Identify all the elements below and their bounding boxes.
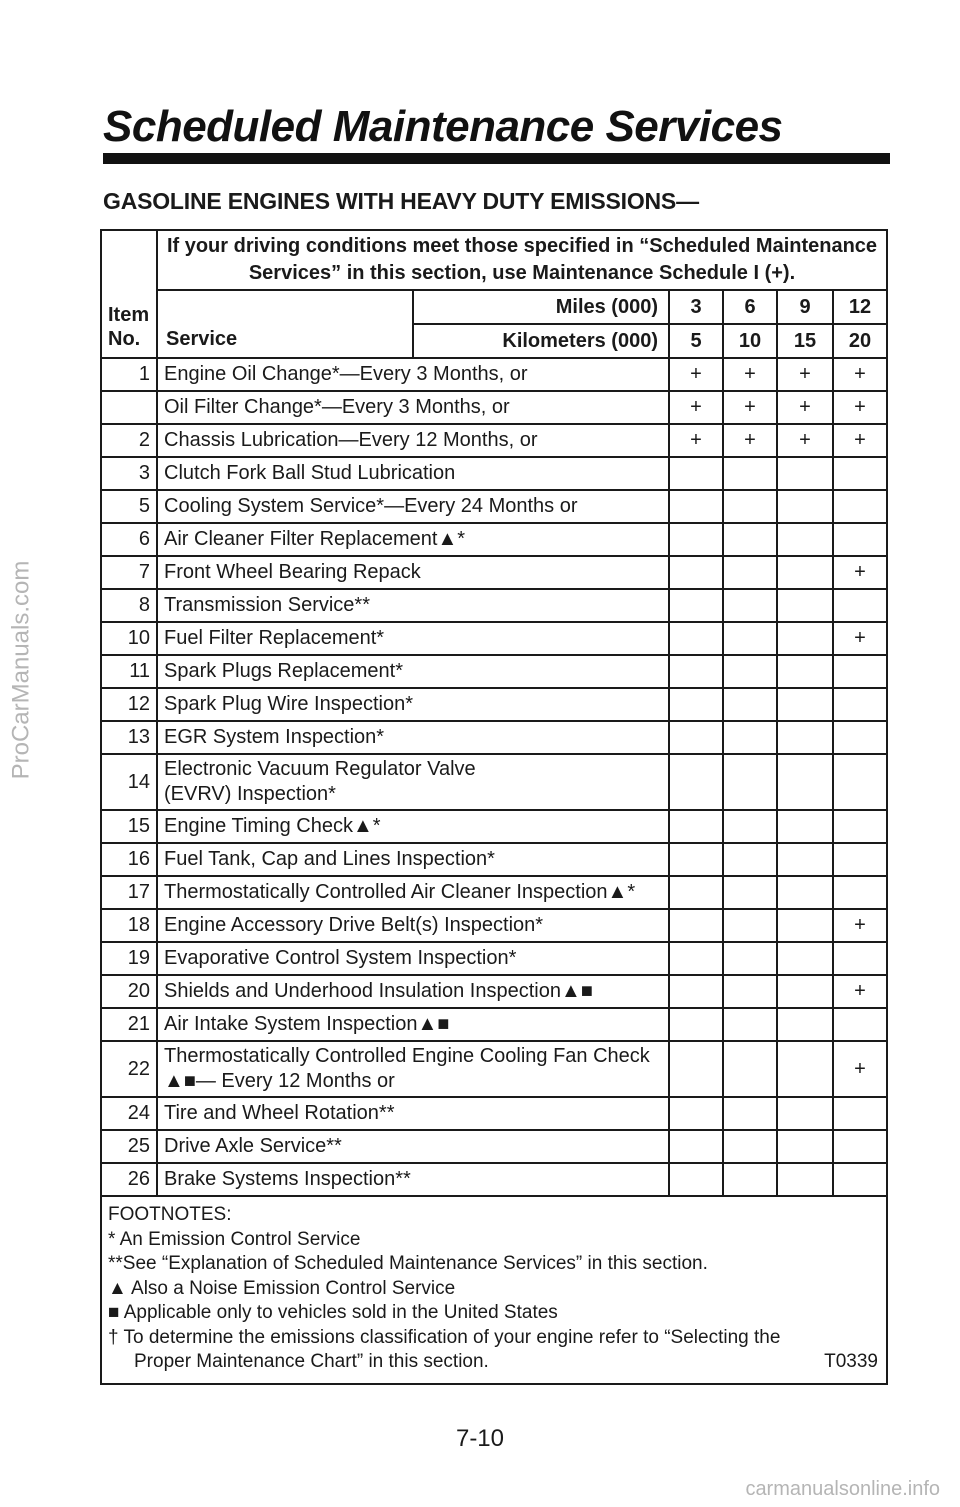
service-line: Air Cleaner Filter Replacement▲* bbox=[164, 528, 466, 550]
schedule-mark bbox=[723, 754, 777, 810]
schedule-mark: + bbox=[669, 424, 723, 457]
miles-interval: 9 bbox=[777, 290, 833, 324]
schedule-mark bbox=[777, 721, 833, 754]
schedule-mark bbox=[669, 490, 723, 523]
schedule-mark bbox=[777, 843, 833, 876]
schedule-mark bbox=[669, 909, 723, 942]
schedule-mark bbox=[723, 942, 777, 975]
service-line: Tire and Wheel Rotation** bbox=[164, 1102, 395, 1124]
table-row bbox=[101, 589, 887, 622]
table-row bbox=[101, 942, 887, 975]
item-number: 26 bbox=[101, 1163, 157, 1196]
schedule-mark bbox=[723, 909, 777, 942]
schedule-mark: + bbox=[833, 975, 887, 1008]
schedule-mark bbox=[723, 490, 777, 523]
schedule-mark: + bbox=[833, 391, 887, 424]
schedule-mark: + bbox=[669, 358, 723, 391]
service-description bbox=[157, 1130, 669, 1163]
schedule-mark bbox=[723, 622, 777, 655]
schedule-mark bbox=[723, 1130, 777, 1163]
schedule-mark bbox=[833, 721, 887, 754]
item-number: 17 bbox=[101, 876, 157, 909]
schedule-mark bbox=[669, 1008, 723, 1041]
schedule-mark bbox=[723, 1163, 777, 1196]
service-line: Evaporative Control System Inspection* bbox=[164, 947, 517, 969]
service-line: Front Wheel Bearing Repack bbox=[164, 561, 421, 583]
km-label: Kilometers (000) bbox=[413, 324, 669, 358]
schedule-mark bbox=[669, 975, 723, 1008]
schedule-mark bbox=[833, 810, 887, 843]
item-header-line1: Item bbox=[108, 304, 150, 326]
item-number: 16 bbox=[101, 843, 157, 876]
item-number: 24 bbox=[101, 1097, 157, 1130]
table-row bbox=[101, 721, 887, 754]
service-line: Engine Timing Check▲* bbox=[164, 815, 381, 837]
service-line: Brake Systems Inspection** bbox=[164, 1168, 411, 1190]
table-row bbox=[101, 975, 887, 1008]
schedule-mark bbox=[669, 688, 723, 721]
schedule-mark: + bbox=[723, 358, 777, 391]
item-number: 18 bbox=[101, 909, 157, 942]
item-number: 13 bbox=[101, 721, 157, 754]
km-interval: 15 bbox=[777, 324, 833, 358]
item-number: 5 bbox=[101, 490, 157, 523]
condition-line1: If your driving conditions meet those specified in “Scheduled Maintenance bbox=[166, 235, 878, 257]
schedule-mark bbox=[723, 523, 777, 556]
km-interval: 10 bbox=[723, 324, 777, 358]
service-description bbox=[157, 1163, 669, 1196]
table-row bbox=[101, 523, 887, 556]
schedule-mark bbox=[669, 1041, 723, 1097]
service-line: Thermostatically Controlled Engine Cooling Fan Check bbox=[164, 1045, 650, 1067]
watermark-bottom: carmanualsonline.info bbox=[745, 1478, 940, 1500]
service-description bbox=[157, 810, 669, 843]
table-row bbox=[101, 358, 887, 391]
item-number: 2 bbox=[101, 424, 157, 457]
service-description bbox=[157, 843, 669, 876]
schedule-mark bbox=[723, 721, 777, 754]
table-body bbox=[101, 230, 887, 1384]
schedule-mark bbox=[669, 721, 723, 754]
schedule-mark: + bbox=[723, 391, 777, 424]
schedule-mark bbox=[669, 843, 723, 876]
schedule-mark: + bbox=[833, 622, 887, 655]
schedule-mark bbox=[669, 589, 723, 622]
service-line: Air Intake System Inspection▲■ bbox=[164, 1013, 450, 1035]
section-heading: GASOLINE ENGINES WITH HEAVY DUTY EMISSIONS— bbox=[103, 188, 699, 214]
schedule-mark bbox=[723, 1097, 777, 1130]
service-description bbox=[157, 457, 669, 490]
footnote-line: ▲ Also a Noise Emission Control Service bbox=[108, 1277, 456, 1299]
schedule-mark bbox=[777, 975, 833, 1008]
item-number: 19 bbox=[101, 942, 157, 975]
table-row bbox=[101, 1130, 887, 1163]
item-number: 21 bbox=[101, 1008, 157, 1041]
miles-interval: 12 bbox=[833, 290, 887, 324]
table-row bbox=[101, 754, 887, 810]
schedule-mark: + bbox=[777, 424, 833, 457]
miles-header-row bbox=[101, 290, 887, 324]
schedule-mark: + bbox=[833, 358, 887, 391]
item-number: 25 bbox=[101, 1130, 157, 1163]
service-description bbox=[157, 688, 669, 721]
table-row bbox=[101, 391, 887, 424]
footnote-last-line bbox=[108, 1350, 878, 1375]
schedule-mark bbox=[723, 876, 777, 909]
maintenance-schedule-table bbox=[100, 229, 888, 1385]
schedule-mark bbox=[777, 523, 833, 556]
service-line: Electronic Vacuum Regulator Valve bbox=[164, 758, 476, 780]
table-row bbox=[101, 622, 887, 655]
item-number: 14 bbox=[101, 754, 157, 810]
service-line-continued: ▲■— Every 12 Months or bbox=[164, 1070, 395, 1092]
item-header-line2: No. bbox=[108, 328, 141, 350]
schedule-mark bbox=[723, 843, 777, 876]
service-line: Transmission Service** bbox=[164, 594, 370, 616]
service-description bbox=[157, 655, 669, 688]
service-line: Fuel Filter Replacement* bbox=[164, 627, 385, 649]
schedule-mark bbox=[833, 490, 887, 523]
schedule-mark bbox=[723, 1041, 777, 1097]
schedule-mark bbox=[833, 523, 887, 556]
service-line: Cooling System Service*—Every 24 Months or bbox=[164, 495, 578, 517]
schedule-mark bbox=[777, 622, 833, 655]
schedule-mark: + bbox=[777, 391, 833, 424]
item-number-header bbox=[101, 230, 157, 358]
page-number: 7-10 bbox=[455, 1425, 505, 1452]
service-description bbox=[157, 556, 669, 589]
footnotes-row bbox=[101, 1196, 887, 1384]
schedule-mark bbox=[833, 1163, 887, 1196]
schedule-mark bbox=[669, 457, 723, 490]
service-description bbox=[157, 1097, 669, 1130]
schedule-mark bbox=[777, 1041, 833, 1097]
service-description bbox=[157, 589, 669, 622]
driving-conditions-note bbox=[157, 230, 887, 290]
service-description bbox=[157, 1041, 669, 1097]
schedule-mark bbox=[669, 622, 723, 655]
service-description bbox=[157, 876, 669, 909]
schedule-mark bbox=[723, 655, 777, 688]
schedule-mark bbox=[833, 1130, 887, 1163]
schedule-mark bbox=[669, 1163, 723, 1196]
table-row bbox=[101, 655, 887, 688]
schedule-mark bbox=[669, 523, 723, 556]
schedule-mark bbox=[777, 754, 833, 810]
service-description bbox=[157, 622, 669, 655]
schedule-mark bbox=[833, 655, 887, 688]
service-line: Shields and Underhood Insulation Inspection▲■ bbox=[164, 980, 593, 1002]
schedule-mark bbox=[723, 556, 777, 589]
item-number: 11 bbox=[101, 655, 157, 688]
schedule-mark bbox=[777, 1163, 833, 1196]
miles-interval: 3 bbox=[669, 290, 723, 324]
schedule-mark: + bbox=[833, 424, 887, 457]
schedule-mark bbox=[669, 556, 723, 589]
schedule-mark bbox=[723, 1008, 777, 1041]
schedule-mark bbox=[833, 876, 887, 909]
table-row bbox=[101, 909, 887, 942]
service-line: Spark Plugs Replacement* bbox=[164, 660, 404, 682]
service-description bbox=[157, 523, 669, 556]
item-number: 8 bbox=[101, 589, 157, 622]
schedule-mark bbox=[723, 975, 777, 1008]
service-line: Drive Axle Service** bbox=[164, 1135, 342, 1157]
footnote-line: ■ Applicable only to vehicles sold in the United States bbox=[108, 1302, 558, 1323]
schedule-mark bbox=[777, 876, 833, 909]
schedule-mark: + bbox=[833, 1041, 887, 1097]
table-row bbox=[101, 1097, 887, 1130]
km-interval: 20 bbox=[833, 324, 887, 358]
service-line: Clutch Fork Ball Stud Lubrication bbox=[164, 462, 456, 484]
schedule-mark bbox=[723, 589, 777, 622]
table-row bbox=[101, 490, 887, 523]
miles-label: Miles (000) bbox=[413, 290, 669, 324]
service-line: Engine Oil Change*—Every 3 Months, or bbox=[164, 363, 528, 385]
service-description bbox=[157, 358, 669, 391]
schedule-mark bbox=[723, 688, 777, 721]
table-row bbox=[101, 556, 887, 589]
service-line: Chassis Lubrication—Every 12 Months, or bbox=[164, 429, 538, 451]
table-row bbox=[101, 876, 887, 909]
condition-row bbox=[101, 230, 887, 290]
service-line: Thermostatically Controlled Air Cleaner Inspection▲* bbox=[164, 881, 636, 903]
schedule-mark bbox=[777, 589, 833, 622]
table-row bbox=[101, 1008, 887, 1041]
schedule-mark: + bbox=[777, 358, 833, 391]
table-row bbox=[101, 424, 887, 457]
service-line: Spark Plug Wire Inspection* bbox=[164, 693, 414, 715]
watermark-left bbox=[4, 440, 38, 900]
table-row bbox=[101, 810, 887, 843]
schedule-mark bbox=[669, 810, 723, 843]
schedule-mark bbox=[777, 1097, 833, 1130]
schedule-mark bbox=[723, 457, 777, 490]
service-description bbox=[157, 391, 669, 424]
item-number: 3 bbox=[101, 457, 157, 490]
item-number: 10 bbox=[101, 622, 157, 655]
service-line: Engine Accessory Drive Belt(s) Inspection* bbox=[164, 914, 544, 936]
service-description bbox=[157, 721, 669, 754]
service-line: Fuel Tank, Cap and Lines Inspection* bbox=[164, 848, 495, 870]
km-interval: 5 bbox=[669, 324, 723, 358]
schedule-mark bbox=[833, 942, 887, 975]
page-title: Scheduled Maintenance Services bbox=[103, 102, 783, 151]
item-number bbox=[101, 391, 157, 424]
footnotes-heading: FOOTNOTES: bbox=[108, 1204, 232, 1225]
schedule-mark bbox=[777, 556, 833, 589]
item-number: 20 bbox=[101, 975, 157, 1008]
schedule-mark bbox=[777, 942, 833, 975]
service-description bbox=[157, 490, 669, 523]
schedule-mark bbox=[669, 655, 723, 688]
table-row bbox=[101, 1163, 887, 1196]
table-row bbox=[101, 1041, 887, 1097]
schedule-mark bbox=[669, 1097, 723, 1130]
item-number: 22 bbox=[101, 1041, 157, 1097]
schedule-mark bbox=[723, 810, 777, 843]
miles-interval: 6 bbox=[723, 290, 777, 324]
service-description bbox=[157, 942, 669, 975]
schedule-mark bbox=[777, 1008, 833, 1041]
condition-line2: Services” in this section, use Maintenance Schedule I (+). bbox=[248, 262, 796, 284]
footnote-line: * An Emission Control Service bbox=[108, 1228, 361, 1250]
service-description bbox=[157, 424, 669, 457]
table-row bbox=[101, 688, 887, 721]
footnote-line: Proper Maintenance Chart” in this section. bbox=[134, 1351, 489, 1372]
schedule-mark: + bbox=[669, 391, 723, 424]
service-line: EGR System Inspection* bbox=[164, 726, 385, 748]
schedule-mark bbox=[777, 688, 833, 721]
item-number: 1 bbox=[101, 358, 157, 391]
service-description bbox=[157, 1008, 669, 1041]
schedule-mark bbox=[669, 1130, 723, 1163]
schedule-mark bbox=[777, 1130, 833, 1163]
item-number: 12 bbox=[101, 688, 157, 721]
footnotes bbox=[101, 1196, 887, 1384]
table-row bbox=[101, 457, 887, 490]
schedule-mark bbox=[669, 876, 723, 909]
item-number: 6 bbox=[101, 523, 157, 556]
schedule-mark bbox=[777, 490, 833, 523]
item-number: 7 bbox=[101, 556, 157, 589]
schedule-mark: + bbox=[723, 424, 777, 457]
schedule-mark bbox=[833, 688, 887, 721]
service-description bbox=[157, 754, 669, 810]
schedule-mark bbox=[833, 1097, 887, 1130]
service-description bbox=[157, 909, 669, 942]
schedule-mark bbox=[833, 1008, 887, 1041]
schedule-mark bbox=[833, 457, 887, 490]
footnote-line: **See “Explanation of Scheduled Maintenance Services” in this section. bbox=[108, 1253, 708, 1274]
schedule-mark bbox=[777, 457, 833, 490]
service-header: Service bbox=[157, 290, 413, 358]
table-row bbox=[101, 843, 887, 876]
title-rule bbox=[103, 153, 890, 164]
service-line-continued: (EVRV) Inspection* bbox=[164, 783, 336, 805]
schedule-mark bbox=[669, 754, 723, 810]
schedule-mark bbox=[669, 942, 723, 975]
watermark-left-text: ProCarManuals.com bbox=[7, 560, 34, 780]
service-description bbox=[157, 975, 669, 1008]
item-number: 15 bbox=[101, 810, 157, 843]
schedule-mark: + bbox=[833, 556, 887, 589]
service-line: Oil Filter Change*—Every 3 Months, or bbox=[164, 396, 510, 418]
schedule-mark bbox=[833, 843, 887, 876]
footnote-line: † To determine the emissions classification of your engine refer to “Selecting the bbox=[108, 1326, 781, 1348]
schedule-mark bbox=[833, 589, 887, 622]
schedule-mark bbox=[777, 810, 833, 843]
chart-code: T0339 bbox=[824, 1351, 878, 1372]
schedule-mark bbox=[777, 655, 833, 688]
schedule-mark bbox=[777, 909, 833, 942]
schedule-mark: + bbox=[833, 909, 887, 942]
schedule-mark bbox=[833, 754, 887, 810]
